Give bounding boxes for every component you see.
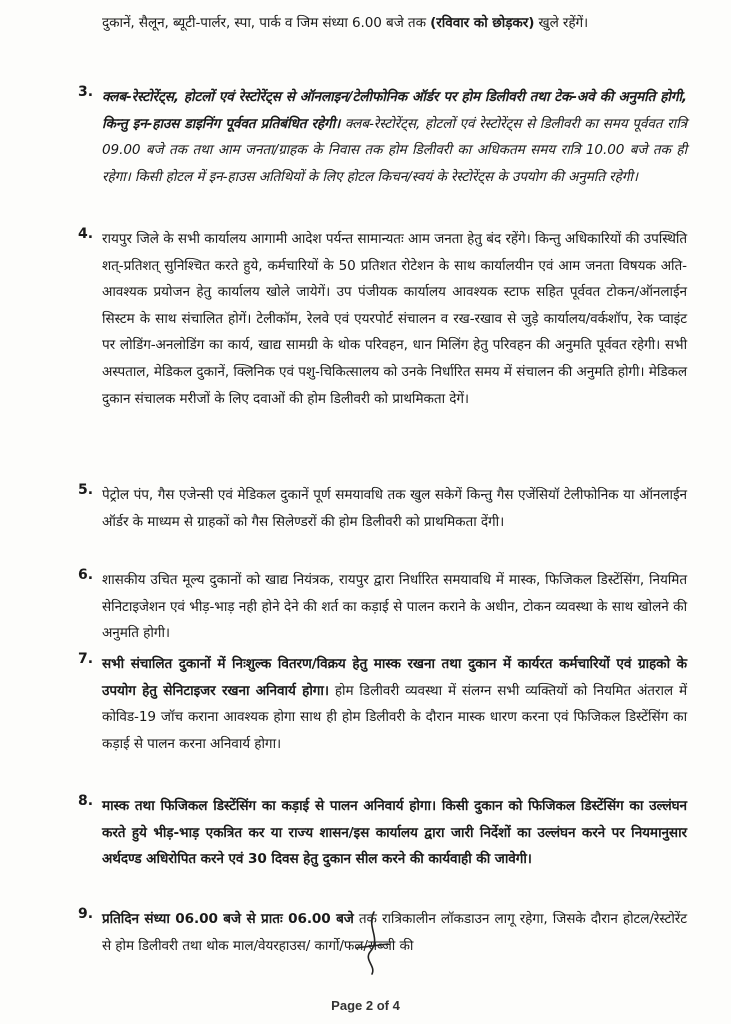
paragraph-text: मास्क तथा फिजिकल डिस्टेंसिंग का कड़ाई से पालन अनिवार्य होगा। किसी दुकान को फिजिकल डिस्टेंसिंग का उल्लंघन करते हुये भीड़-भाड़ एकत्रित कर या राज्य शासन/इस कार्यालय द्वारा जारी निर्देशों का उल्लंघन करने पर नियमानुसार अर्थदण्ड अधिरोपित करने एवं 30 दिवस हेतु दुकान सील करने की कार्यवाही की जावेगी। [102,798,687,868]
continuation-text-end: खुले रहेंगें। [538,15,589,31]
item-text: तक रात्रिकालीन लॉकडाउन लागू रहेगा, जिसके दौरान होटल/रेस्टोरेंट से होम डिलीवरी तथा थोक माल/वेयरहाउस/ कार्गो/फल/सब्जी की [102,911,687,954]
continuation-paragraph [78,10,687,37]
item-number: 5. [78,482,94,498]
item-number: 4. [78,226,94,242]
item-bold-text: प्रतिदिन संध्या 06.00 बजे से प्रातः 06.00 बजे [102,911,354,927]
paragraph-text [102,84,687,190]
item-text: क्लब-रेस्टोरेंट्स, होटलों एवं रेस्टोरेंट्स से डिलीवरी का समय पूर्ववत रात्रि 09.00 बजे तक तथा आम जनता/ग्राहक के निवास तक होम डिलीवरी का अधिकतम समय रात्रि 10.00 बजे तक ही रहेगा। किसी होटल में इन-हाउस अतिथियों के लिए होटल किचन/स्वयं के रेस्टोरेंट्स के उपयोग की अनुमति रहेगी। [102,115,687,185]
paragraph-text: रायपुर जिले के सभी कार्यालय आगामी आदेश पर्यन्त सामान्यतः आम जनता हेतु बंद रहेंगे। किन्तु अधिकारियों की उपस्थिति शत्-प्रतिशत् सुनिश्चित करते हुये, कर्मचारियों के 50 प्रतिशत रोटेशन के साथ कार्यालयीन एवं आम जनता विषयक अति-आवश्यक प्रयोजन हेतु कार्यालय खोले जायेगें। उप पंजीयक कार्यालय आवश्यक स्टाफ सहित पूर्ववत टोकन/ऑनलाईन सिस्टम के साथ संचालित होगें। टेलीकॉम, रेलवे एवं एयरपोर्ट संचालन व रख-रखाव से जुड़े कार्यालय/वर्कशॉप, रेक प्वाइंट पर लोडिंग-अनलोडिंग का कार्य, खाद्य सामग्री के थोक परिवहन, धान मिलिंग हेतु परिवहन की अनुमति पूर्ववत रहेगी। सभी अस्पताल, मेडिकल दुकानें, क्लिनिक एवं पशु-चिकित्सालय को उनके निर्धारित समय में संचालन की अनुमति होगी। मेडिकल दुकान संचालक मरीजों के लिए दवाओं की होम डिलीवरी को प्राथमिकता देगें। [102,231,687,407]
item-number: 8. [78,793,94,809]
paragraph-text [102,651,687,757]
item-number: 6. [78,567,94,583]
list-item-4 [78,226,687,412]
handwritten-pen-mark [352,908,392,978]
paragraph-text [102,906,687,959]
list-item-6 [78,567,687,647]
item-bold-text: सभी संचालित दुकानों में निःशुल्क वितरण/विक्रय हेतु मास्क रखना तथा दुकान में कार्यरत कर्मचारियों एवं ग्राहको के उपयोग हेतु सेनिटाइजर रखना अनिवार्य होगा। [102,656,687,699]
paragraph-text [102,10,687,37]
item-number: 9. [78,906,94,922]
continuation-bold-text: (रविवार को छोड़कर) [430,15,535,31]
item-bold-text: क्लब-रेस्टोरेंट्स, होटलों एवं रेस्टोरेंट्स से ऑनलाइन/टेलीफोनिक ऑर्डर पर होम डिलीवरी तथा टेक-अवे की अनुमति होगी, किन्तु इन-हाउस डाइनिंग पूर्ववत प्रतिबंधित रहेगी। [102,89,687,132]
list-item-8 [78,793,687,873]
item-text: होम डिलीवरी व्यवस्था में संलग्न सभी व्यक्तियों को नियमित अंतराल में कोविड-19 जॉच कराना आवश्यक होगा साथ ही होम डिलीवरी के दौरान मास्क धारण करना एवं फिजिकल डिस्टेंसिंग का कड़ाई से पालन करना अनिवार्य होगा। [102,682,687,752]
item-number: 7. [78,651,94,667]
paragraph-text: पेट्रोल पंप, गैस एजेन्सी एवं मेडिकल दुकानें पूर्ण समयावधि तक खुल सकेगें किन्तु गैस एजेंसियॉ टेलीफोनिक या ऑनलाईन ऑर्डर के माध्यम से ग्राहकों को गैस सिलेण्डरों की होम डिलीवरी को प्राथमिकता देंगी। [102,487,687,530]
continuation-text: दुकानें, सैलून, ब्यूटी-पार्लर, स्पा, पार्क व जिम संध्या 6.00 बजे तक [102,15,426,31]
list-item-5 [78,482,687,535]
item-number: 3. [78,84,94,100]
page-number: Page 2 of 4 [331,998,400,1013]
list-item-7 [78,651,687,757]
list-item-3 [78,84,687,190]
paragraph-text: शासकीय उचित मूल्य दुकानों को खाद्य नियंत्रक, रायपुर द्वारा निर्धारित समयावधि में मास्क, फिजिकल डिस्टेंसिंग, नियमित सेनिटाइजेशन एवं भीड़-भाड़ नही होने देने की शर्त का कड़ाई से पालन कराने के अधीन, टोकन व्यवस्था के साथ खोलने की अनुमति होगी। [102,572,687,642]
